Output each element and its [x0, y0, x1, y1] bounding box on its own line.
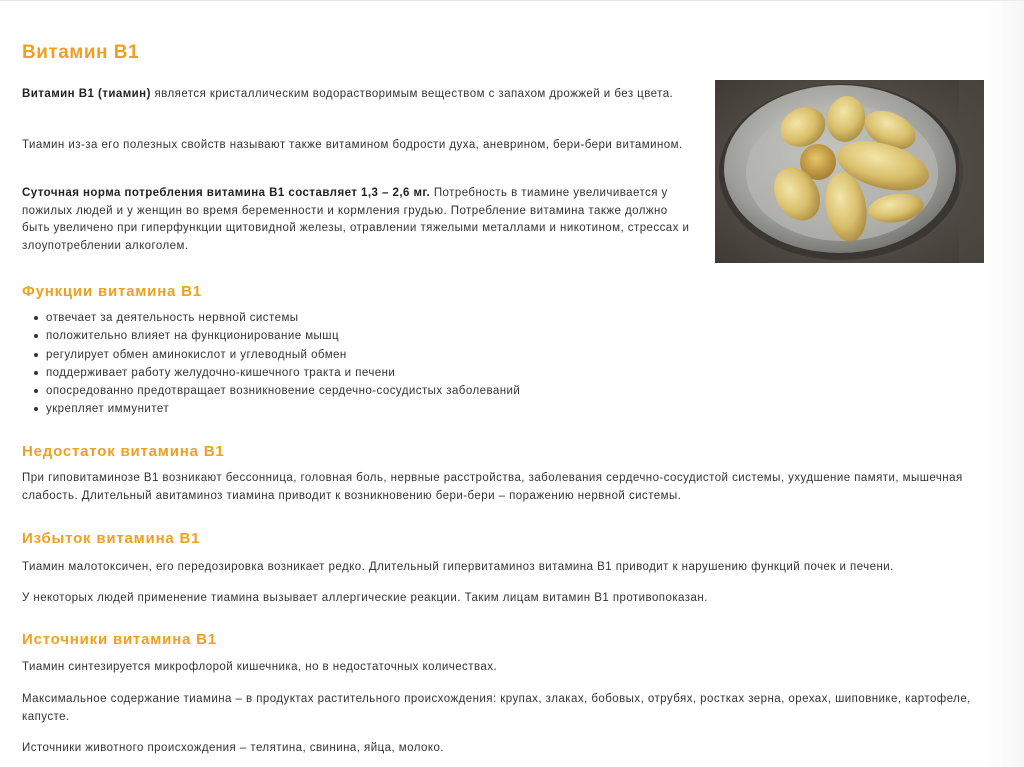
- potatoes-in-bowl-image: [715, 80, 984, 263]
- intro-term: Витамин В1 (тиамин): [22, 88, 151, 100]
- intro-paragraph-3: [22, 185, 694, 255]
- intro-definition: является кристаллическим водорастворимым веществом с запахом дрожжей и без цвета.: [150, 88, 674, 100]
- functions-list-item: отвечает за деятельность нервной системы: [32, 309, 732, 327]
- intro-paragraph-2: Тиамин из-за его полезных свойств называют также витамином бодрости духа, аневрином, бери-бери витамином.: [22, 139, 683, 151]
- sources-text-3: Источники животного происхождения – телятина, свинина, яйца, молоко.: [22, 742, 444, 754]
- functions-list: [32, 309, 732, 419]
- deficiency-text: При гиповитаминозе В1 возникают бессонница, головная боль, нервные расстройства, заболевания сердечно-сосудистой системы, ухудшение памяти, мышечная слабость. Длительный авитаминоз тиамина приводит к возникновению бери-бери – поражению нервной системы.: [22, 472, 963, 502]
- potatoes-photo: [715, 80, 984, 263]
- functions-heading: Функции витамина В1: [22, 283, 202, 300]
- page-title: Витамин В1: [22, 42, 140, 63]
- right-edge-shade: [984, 0, 1024, 767]
- sources-text-2: Максимальное содержание тиамина – в продуктах растительного происхождения: крупах, злаках, бобовых, отрубях, ростках зерна, орехах, шиповнике, картофеле, капусте.: [22, 693, 971, 723]
- excess-text-1: Тиамин малотоксичен, его передозировка возникает редко. Длительный гипервитаминоз витамина В1 приводит к нарушению функций почек и печени.: [22, 561, 894, 573]
- daily-norm: Суточная норма потребления витамина В1 составляет 1,3 – 2,6 мг.: [22, 187, 431, 199]
- top-border: [0, 0, 1024, 1]
- deficiency-heading: Недостаток витамина В1: [22, 443, 225, 460]
- functions-list-item: положительно влияет на функционирование мышц: [32, 327, 732, 345]
- excess-text-2: У некоторых людей применение тиамина вызывает аллергические реакции. Таким лицам витамин В1 противопоказан.: [22, 592, 708, 604]
- sources-heading: Источники витамина В1: [22, 631, 217, 648]
- functions-list-item: регулирует обмен аминокислот и углеводный обмен: [32, 346, 732, 364]
- functions-list-item: опосредованно предотвращает возникновение сердечно-сосудистых заболеваний: [32, 382, 732, 400]
- excess-heading: Избыток витамина В1: [22, 530, 201, 547]
- intro-paragraph-1: [22, 86, 694, 104]
- functions-list-item: укрепляет иммунитет: [32, 400, 732, 418]
- sources-text-1: Тиамин синтезируется микрофлорой кишечника, но в недостаточных количествах.: [22, 661, 498, 673]
- functions-list-item: поддерживает работу желудочно-кишечного тракта и печени: [32, 364, 732, 382]
- daily-norm-details: Потребность в тиамине увеличивается у пожилых людей и у женщин во время беременности и кормления грудью. Потребление витамина также должно быть увеличено при гиперфункции щитовидной железы, отравлении тяжелыми металлами и никотином, стрессах и злоупотреблении алкоголем.: [22, 187, 690, 252]
